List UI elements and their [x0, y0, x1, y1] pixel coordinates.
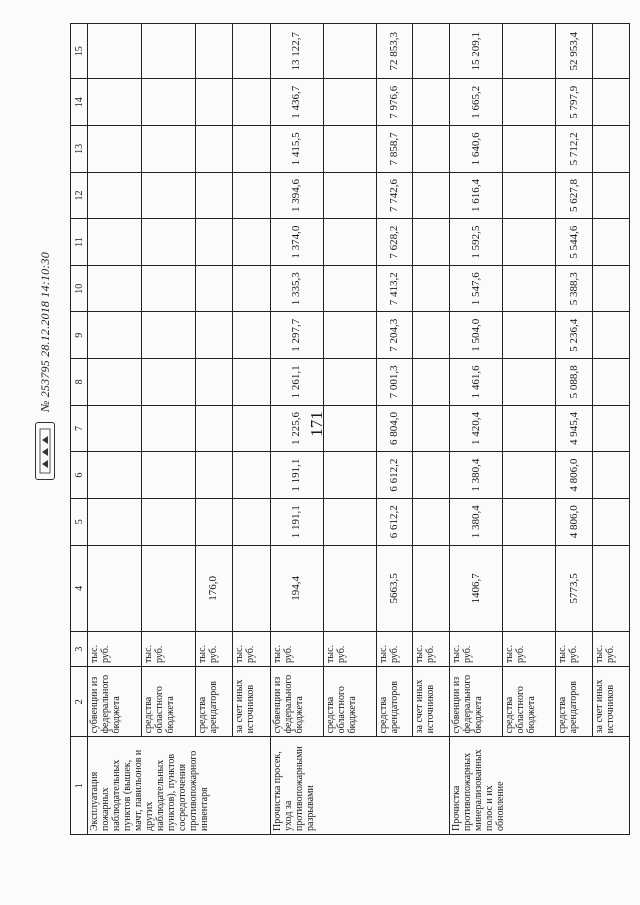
value-cell: 5773,5 — [556, 545, 593, 632]
value-cell: 1 504,0 — [450, 312, 503, 359]
value-cell — [503, 219, 556, 266]
value-cell — [88, 545, 142, 632]
table-row — [141, 24, 195, 835]
value-cell: 6 804,0 — [376, 405, 413, 452]
value-cell — [141, 405, 195, 452]
value-cell — [141, 498, 195, 545]
value-cell — [233, 172, 270, 219]
value-cell: 6 612,2 — [376, 498, 413, 545]
unit-cell: тыс. руб. — [88, 632, 142, 667]
value-cell — [413, 172, 450, 219]
unit-cell: тыс. руб. — [195, 632, 232, 667]
table-row — [450, 24, 503, 835]
funding-source-cell: средства областного бюджета — [141, 666, 195, 736]
activity-cell: Эксплуатация пожарных наблюдательных пунктов (вышек, мачт, павильонов и других наблюдательных пунктов), пунктов сосредоточения противопожарного инвентаря — [88, 737, 271, 835]
value-cell — [233, 498, 270, 545]
column-number: 11 — [71, 219, 88, 266]
table-row — [376, 24, 413, 835]
table-row — [593, 24, 630, 835]
value-cell: 1 436,7 — [270, 79, 323, 126]
value-cell — [88, 172, 142, 219]
value-cell — [141, 24, 195, 79]
value-cell — [233, 24, 270, 79]
value-cell: 1 380,4 — [450, 498, 503, 545]
value-cell: 1 191,1 — [270, 498, 323, 545]
value-cell: 1 374,0 — [270, 219, 323, 266]
value-cell — [195, 126, 232, 173]
funding-source-cell: средства арендаторов — [556, 666, 593, 736]
funding-source-cell: средства арендаторов — [195, 666, 232, 736]
value-cell: 1 592,5 — [450, 219, 503, 266]
value-cell — [503, 79, 556, 126]
column-number: 10 — [71, 265, 88, 312]
value-cell — [233, 126, 270, 173]
value-cell — [323, 452, 376, 499]
value-cell — [88, 79, 142, 126]
value-cell — [233, 359, 270, 406]
value-cell: 1 640,6 — [450, 126, 503, 173]
table-row — [233, 24, 270, 835]
value-cell: 13 122,7 — [270, 24, 323, 79]
value-cell — [233, 312, 270, 359]
value-cell — [413, 452, 450, 499]
funding-source-cell: средства областного бюджета — [323, 666, 376, 736]
value-cell — [195, 405, 232, 452]
funding-source-cell: за счет иных источников — [593, 666, 630, 736]
value-cell — [503, 452, 556, 499]
value-cell: 1 616,4 — [450, 172, 503, 219]
table-row — [195, 24, 232, 835]
budget-table — [70, 23, 630, 835]
column-number: 6 — [71, 452, 88, 499]
value-cell — [88, 498, 142, 545]
value-cell — [88, 452, 142, 499]
value-cell — [233, 452, 270, 499]
value-cell: 176,0 — [195, 545, 232, 632]
value-cell: 6 612,2 — [376, 452, 413, 499]
value-cell — [195, 219, 232, 266]
value-cell: 5 712,2 — [556, 126, 593, 173]
value-cell — [195, 79, 232, 126]
value-cell — [593, 219, 630, 266]
value-cell — [88, 126, 142, 173]
table-row — [413, 24, 450, 835]
value-cell — [413, 359, 450, 406]
value-cell: 1 335,3 — [270, 265, 323, 312]
value-cell — [593, 265, 630, 312]
value-cell — [141, 219, 195, 266]
value-cell — [413, 545, 450, 632]
value-cell: 5 627,8 — [556, 172, 593, 219]
value-cell: 7 742,6 — [376, 172, 413, 219]
value-cell — [195, 312, 232, 359]
value-cell — [413, 126, 450, 173]
value-cell — [323, 126, 376, 173]
value-cell — [195, 498, 232, 545]
value-cell — [593, 452, 630, 499]
value-cell: 15 209,1 — [450, 24, 503, 79]
value-cell — [233, 405, 270, 452]
funding-source-cell: за счет иных источников — [233, 666, 270, 736]
value-cell — [195, 265, 232, 312]
column-number: 8 — [71, 359, 88, 406]
value-cell — [323, 265, 376, 312]
value-cell — [323, 498, 376, 545]
value-cell — [88, 359, 142, 406]
value-cell — [413, 312, 450, 359]
funding-source-cell: за счет иных источников — [413, 666, 450, 736]
value-cell — [323, 312, 376, 359]
value-cell — [593, 126, 630, 173]
value-cell — [141, 545, 195, 632]
unit-cell: тыс. руб. — [141, 632, 195, 667]
value-cell: 1 461,6 — [450, 359, 503, 406]
table-row — [556, 24, 593, 835]
unit-cell: тыс. руб. — [270, 632, 323, 667]
seal-stamp-icon — [35, 422, 55, 480]
unit-cell: тыс. руб. — [233, 632, 270, 667]
value-cell — [88, 219, 142, 266]
table-layer — [70, 23, 630, 835]
value-cell: 1 394,6 — [270, 172, 323, 219]
value-cell — [141, 126, 195, 173]
activity-cell: Прочистка просек, уход за противопожарными разрывами — [270, 737, 450, 835]
value-cell — [195, 359, 232, 406]
value-cell — [503, 405, 556, 452]
value-cell — [233, 265, 270, 312]
value-cell — [503, 24, 556, 79]
column-number: 7 — [71, 405, 88, 452]
table-row — [270, 24, 323, 835]
value-cell — [88, 312, 142, 359]
column-number: 9 — [71, 312, 88, 359]
value-cell — [141, 312, 195, 359]
value-cell — [323, 219, 376, 266]
value-cell — [593, 405, 630, 452]
column-number-row — [71, 24, 88, 835]
unit-cell: тыс. руб. — [376, 632, 413, 667]
value-cell: 5 797,9 — [556, 79, 593, 126]
value-cell: 52 953,4 — [556, 24, 593, 79]
value-cell — [88, 24, 142, 79]
unit-cell: тыс. руб. — [413, 632, 450, 667]
value-cell — [593, 172, 630, 219]
value-cell: 5 236,4 — [556, 312, 593, 359]
value-cell — [323, 79, 376, 126]
value-cell: 1 415,5 — [270, 126, 323, 173]
value-cell: 5 088,8 — [556, 359, 593, 406]
value-cell: 1 420,4 — [450, 405, 503, 452]
column-number: 2 — [71, 666, 88, 736]
column-number: 1 — [71, 737, 88, 835]
value-cell — [593, 79, 630, 126]
value-cell — [195, 24, 232, 79]
value-cell — [503, 265, 556, 312]
value-cell — [323, 24, 376, 79]
column-number: 13 — [71, 126, 88, 173]
value-cell: 5 388,3 — [556, 265, 593, 312]
value-cell — [593, 24, 630, 79]
value-cell — [141, 359, 195, 406]
value-cell — [503, 498, 556, 545]
column-number: 14 — [71, 79, 88, 126]
document-code: № 253795 28.12.2018 14:10:30 — [37, 252, 52, 412]
table-body — [88, 24, 630, 835]
value-cell: 7 001,3 — [376, 359, 413, 406]
funding-source-cell: субвенции из федерального бюджета — [270, 666, 323, 736]
value-cell: 1 665,2 — [450, 79, 503, 126]
value-cell — [88, 405, 142, 452]
column-number: 15 — [71, 24, 88, 79]
value-cell — [233, 79, 270, 126]
value-cell: 1 547,6 — [450, 265, 503, 312]
value-cell — [503, 312, 556, 359]
value-cell: 7 628,2 — [376, 219, 413, 266]
value-cell — [323, 359, 376, 406]
value-cell: 5 544,6 — [556, 219, 593, 266]
value-cell — [233, 545, 270, 632]
funding-source-cell: субвенции из федерального бюджета — [88, 666, 142, 736]
column-number: 4 — [71, 545, 88, 632]
value-cell — [593, 359, 630, 406]
unit-cell: тыс. руб. — [593, 632, 630, 667]
unit-cell: тыс. руб. — [503, 632, 556, 667]
value-cell: 4 945,4 — [556, 405, 593, 452]
value-cell — [593, 312, 630, 359]
value-cell — [195, 452, 232, 499]
value-cell — [323, 405, 376, 452]
value-cell — [413, 498, 450, 545]
value-cell — [413, 24, 450, 79]
value-cell — [503, 545, 556, 632]
value-cell: 7 204,3 — [376, 312, 413, 359]
value-cell: 7 858,7 — [376, 126, 413, 173]
value-cell — [88, 265, 142, 312]
activity-cell: Прочистка противопожарных минерализованных полос и их обновление — [450, 737, 630, 835]
funding-source-cell: субвенции из федерального бюджета — [450, 666, 503, 736]
table-row — [88, 24, 142, 835]
page-number: 171 — [306, 411, 326, 437]
value-cell — [141, 172, 195, 219]
unit-cell: тыс. руб. — [556, 632, 593, 667]
value-cell: 1 261,1 — [270, 359, 323, 406]
value-cell: 5663,5 — [376, 545, 413, 632]
funding-source-cell: средства областного бюджета — [503, 666, 556, 736]
value-cell: 1 191,1 — [270, 452, 323, 499]
value-cell — [323, 172, 376, 219]
column-number: 3 — [71, 632, 88, 667]
value-cell: 1406,7 — [450, 545, 503, 632]
value-cell — [323, 545, 376, 632]
value-cell — [413, 79, 450, 126]
value-cell: 1 380,4 — [450, 452, 503, 499]
value-cell — [195, 172, 232, 219]
value-cell — [413, 219, 450, 266]
value-cell: 1 225,6 — [270, 405, 323, 452]
funding-source-cell: средства арендаторов — [376, 666, 413, 736]
value-cell — [503, 359, 556, 406]
table-row — [503, 24, 556, 835]
value-cell — [413, 265, 450, 312]
column-number: 5 — [71, 498, 88, 545]
value-cell: 7 413,2 — [376, 265, 413, 312]
value-cell — [503, 172, 556, 219]
value-cell — [141, 79, 195, 126]
value-cell — [233, 219, 270, 266]
value-cell: 4 806,0 — [556, 498, 593, 545]
table-row — [323, 24, 376, 835]
value-cell — [593, 545, 630, 632]
value-cell — [413, 405, 450, 452]
value-cell: 194,4 — [270, 545, 323, 632]
value-cell — [141, 265, 195, 312]
value-cell — [503, 126, 556, 173]
value-cell — [593, 498, 630, 545]
unit-cell: тыс. руб. — [450, 632, 503, 667]
document-footer — [35, 80, 55, 480]
column-number: 12 — [71, 172, 88, 219]
value-cell: 72 853,3 — [376, 24, 413, 79]
unit-cell: тыс. руб. — [323, 632, 376, 667]
value-cell — [141, 452, 195, 499]
value-cell: 7 976,6 — [376, 79, 413, 126]
value-cell: 4 806,0 — [556, 452, 593, 499]
value-cell: 1 297,7 — [270, 312, 323, 359]
